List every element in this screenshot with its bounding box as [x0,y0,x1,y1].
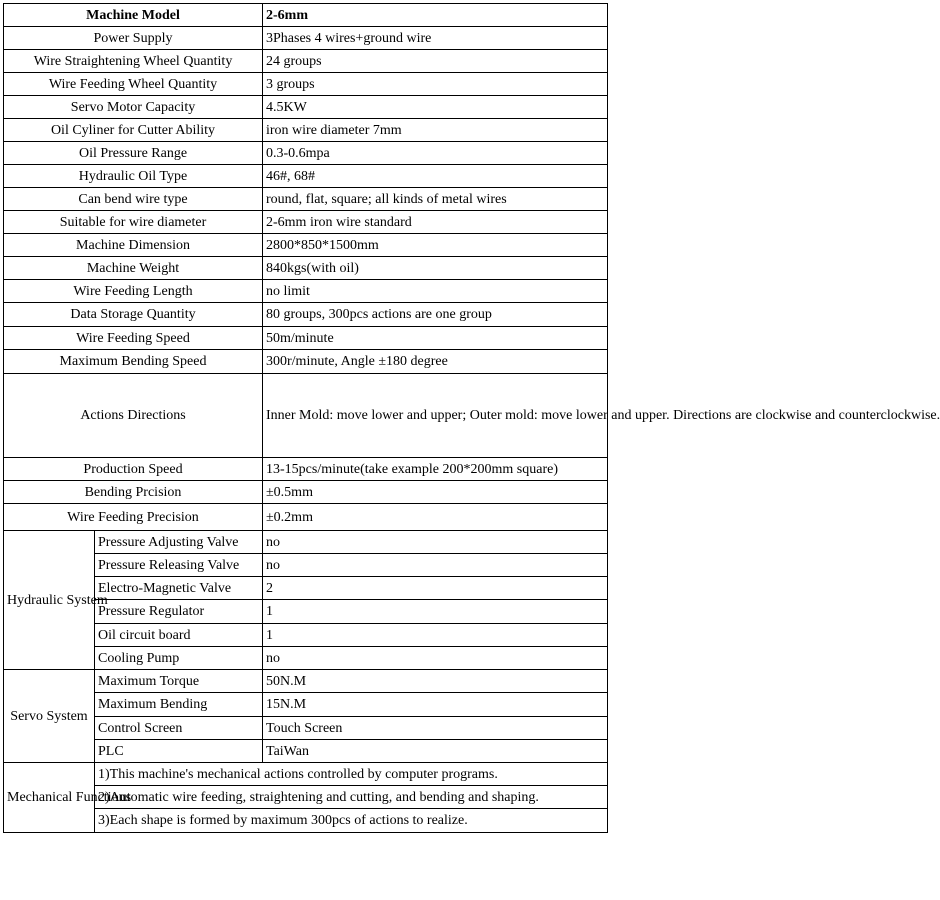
table-row [4,280,608,303]
row-label: Bending Prcision [4,481,263,504]
table-row [4,717,608,740]
row-value: 2-6mm iron wire standard [263,211,608,234]
table-row [4,211,608,234]
row-value: iron wire diameter 7mm [263,119,608,142]
row-label: Oil Cyliner for Cutter Ability [4,119,263,142]
row-value: ±0.5mm [263,481,608,504]
table-row [4,303,608,327]
row-label: Wire Straightening Wheel Quantity [4,50,263,73]
row-label: Maximum Bending [95,693,263,717]
row-value: round, flat, square; all kinds of metal wires [263,188,608,211]
row-label: Machine Weight [4,257,263,280]
row-value: Inner Mold: move lower and upper; Outer mold: move lower and upper. Directions are clockwise and counterclockwise. [263,374,608,458]
hydraulic-system-label: Hydraulic System [4,531,95,670]
row-value: 0.3-0.6mpa [263,142,608,165]
table-row-header [4,4,608,27]
table-row [4,119,608,142]
row-value: 3Phases 4 wires+ground wire [263,27,608,50]
row-value: 15N.M [263,693,608,717]
row-value: 2 [263,577,608,600]
table-row [4,740,608,763]
table-row [4,142,608,165]
row-label: Wire Feeding Wheel Quantity [4,73,263,96]
table-row [4,481,608,504]
servo-system-label: Servo System [4,670,95,763]
row-value: no [263,531,608,554]
row-value: 4.5KW [263,96,608,119]
row-label: Production Speed [4,458,263,481]
table-row [4,350,608,374]
row-label: Pressure Adjusting Valve [95,531,263,554]
row-value: no [263,647,608,670]
table-row [4,531,608,554]
row-label: Actions Directions [4,374,263,458]
row-value: Touch Screen [263,717,608,740]
row-label: Hydraulic Oil Type [4,165,263,188]
table-row [4,458,608,481]
mechanical-function-item: 3)Each shape is formed by maximum 300pcs of actions to realize. [95,809,608,833]
table-row [4,257,608,280]
mechanical-functions-label: Mechanical Functions [4,763,95,833]
table-row [4,809,608,833]
row-value: 840kgs(with oil) [263,257,608,280]
table-row [4,554,608,577]
row-label: Cooling Pump [95,647,263,670]
row-value: 300r/minute, Angle ±180 degree [263,350,608,374]
row-value: 1 [263,624,608,647]
table-row [4,763,608,786]
row-label: Maximum Bending Speed [4,350,263,374]
table-row [4,234,608,257]
row-value: 3 groups [263,73,608,96]
table-row [4,693,608,717]
row-value: 24 groups [263,50,608,73]
table-row [4,27,608,50]
row-label: Machine Dimension [4,234,263,257]
row-value: no [263,554,608,577]
row-label: Control Screen [95,717,263,740]
row-label: Maximum Torque [95,670,263,693]
row-label: Wire Feeding Precision [4,504,263,531]
table-row [4,647,608,670]
row-label: Power Supply [4,27,263,50]
row-value: ±0.2mm [263,504,608,531]
row-label: Oil Pressure Range [4,142,263,165]
row-label: Pressure Releasing Valve [95,554,263,577]
table-row [4,188,608,211]
row-value: 13-15pcs/minute(take example 200*200mm square) [263,458,608,481]
table-row [4,73,608,96]
mechanical-function-item: 1)This machine's mechanical actions controlled by computer programs. [95,763,608,786]
table-row [4,504,608,531]
row-label: Data Storage Quantity [4,303,263,327]
row-value: 1 [263,600,608,624]
row-label: PLC [95,740,263,763]
row-label: Electro-Magnetic Valve [95,577,263,600]
machine-spec-table [3,3,940,833]
header-value: 2-6mm [263,4,608,27]
row-value: 80 groups, 300pcs actions are one group [263,303,608,327]
row-label: Wire Feeding Length [4,280,263,303]
table-row [4,374,608,458]
mechanical-function-item: 2)Automatic wire feeding, straightening and cutting, and bending and shaping. [95,786,608,809]
row-label: Pressure Regulator [95,600,263,624]
row-value: 50N.M [263,670,608,693]
row-label: Oil circuit board [95,624,263,647]
table-row [4,624,608,647]
row-value: 2800*850*1500mm [263,234,608,257]
row-value: 50m/minute [263,327,608,350]
table-row [4,327,608,350]
row-label: Suitable for wire diameter [4,211,263,234]
header-label: Machine Model [4,4,263,27]
row-value: no limit [263,280,608,303]
row-value: 46#, 68# [263,165,608,188]
table-row [4,96,608,119]
row-label: Servo Motor Capacity [4,96,263,119]
row-label: Wire Feeding Speed [4,327,263,350]
row-value: TaiWan [263,740,608,763]
table-row [4,50,608,73]
row-label: Can bend wire type [4,188,263,211]
table-row [4,165,608,188]
table-row [4,670,608,693]
